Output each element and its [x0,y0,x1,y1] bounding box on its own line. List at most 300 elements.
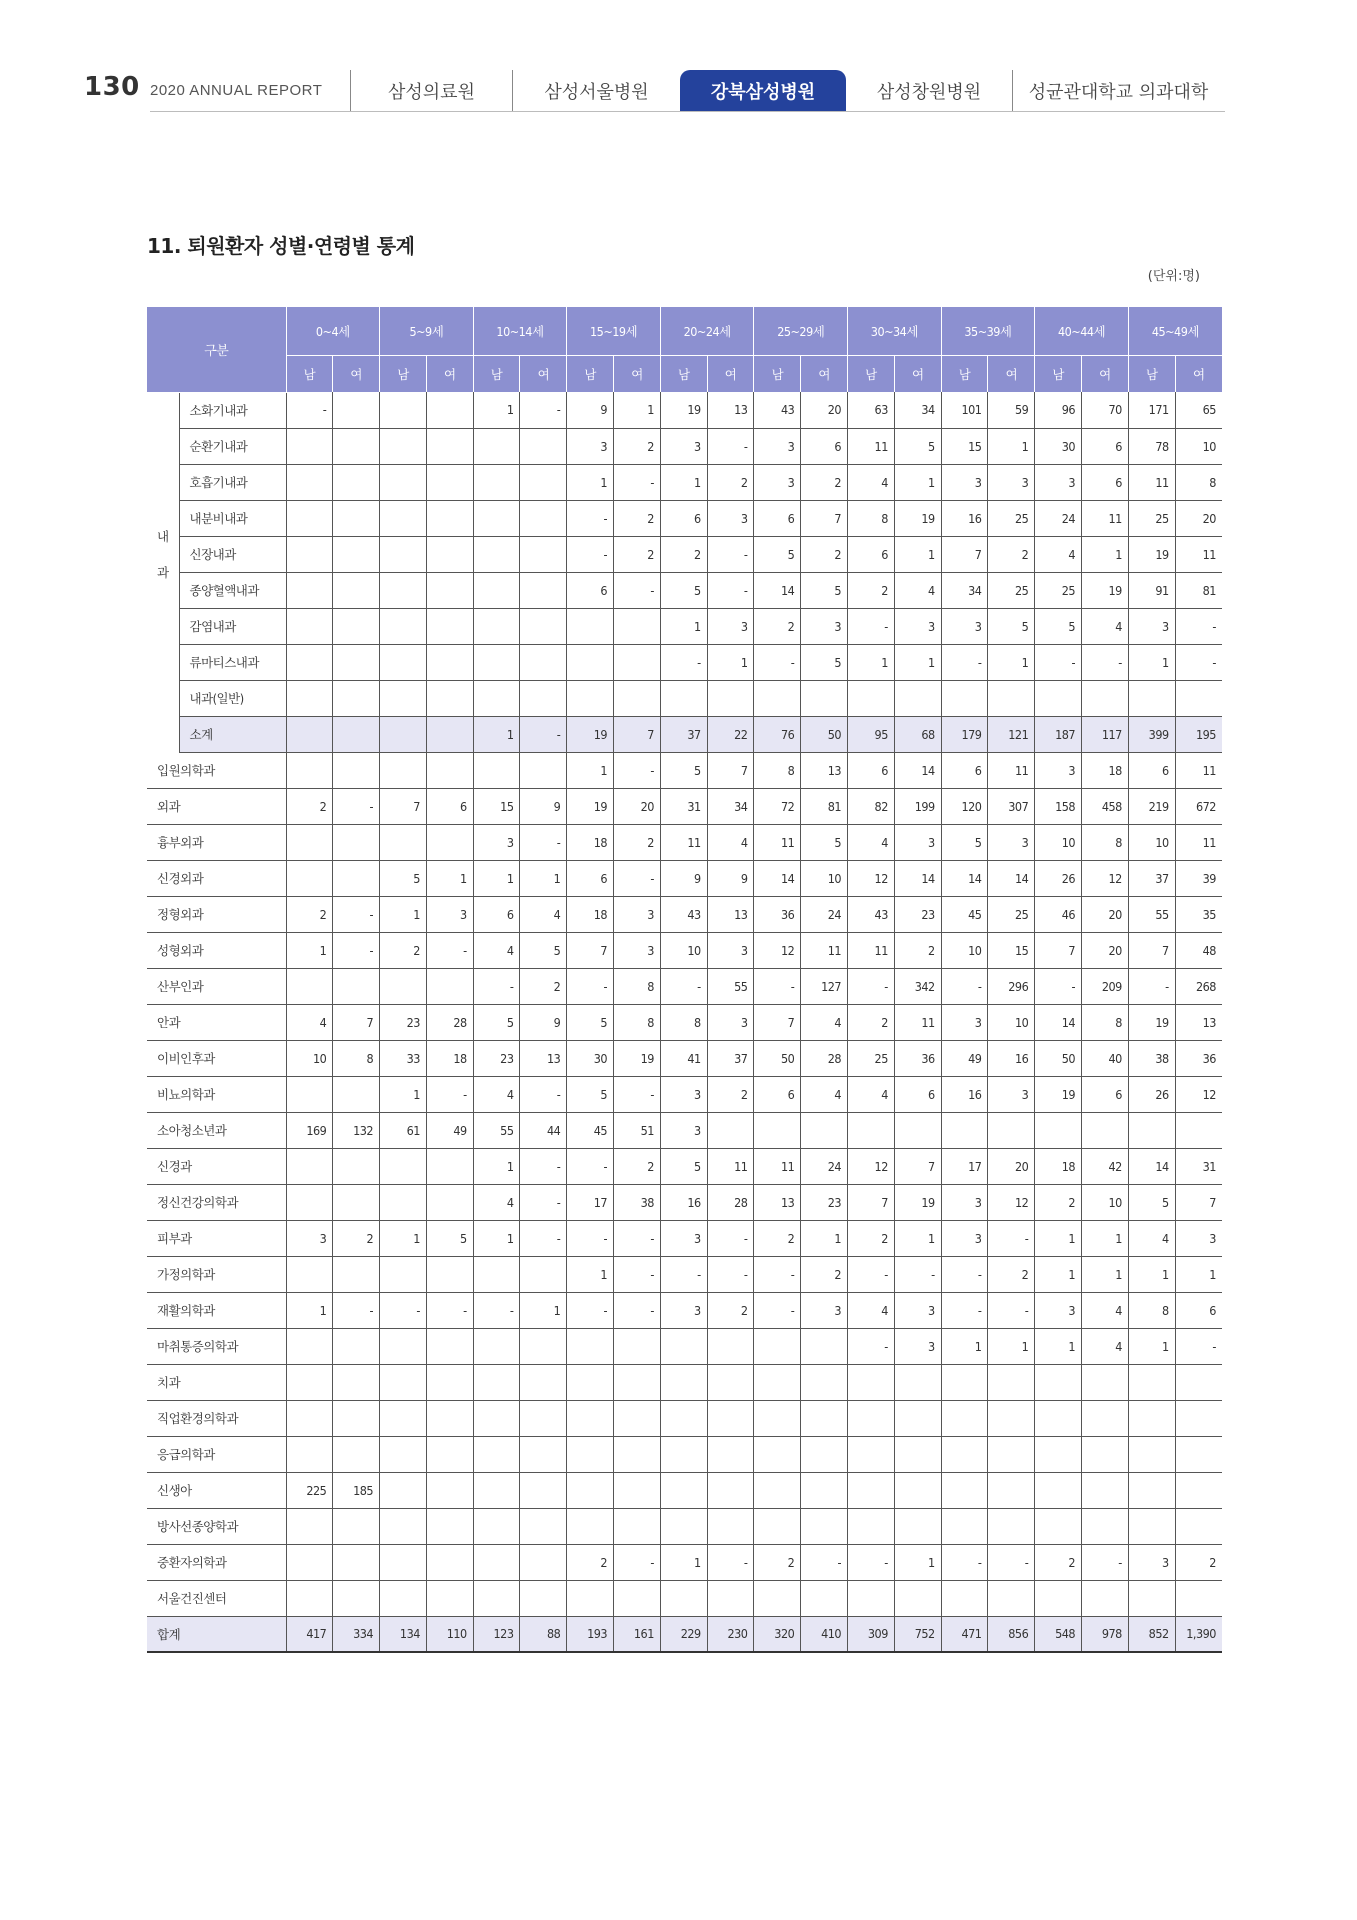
data-cell: 3 [754,464,801,500]
data-cell [426,536,473,572]
data-cell: 37 [1128,860,1175,896]
data-cell: 81 [801,788,848,824]
data-cell [380,536,427,572]
data-cell: 3 [1175,1220,1222,1256]
data-cell: 91 [1128,572,1175,608]
data-cell: 320 [754,1616,801,1652]
data-cell: 6 [894,1076,941,1112]
data-cell [1128,1364,1175,1400]
data-cell: 2 [614,500,661,536]
group-label-char: 내 [156,528,169,544]
data-cell: 14 [894,752,941,788]
data-cell [660,1472,707,1508]
data-cell: 3 [894,1292,941,1328]
data-cell [520,752,567,788]
data-cell [754,1364,801,1400]
data-cell: 8 [1175,464,1222,500]
data-cell: 6 [754,1076,801,1112]
data-cell: 72 [754,788,801,824]
data-cell [520,428,567,464]
data-cell: 199 [894,788,941,824]
tab-kangbuk-samsung-hospital[interactable]: 강북삼성병원 [680,70,846,112]
data-cell [1082,1508,1129,1544]
data-cell: - [520,1184,567,1220]
data-cell: 39 [1175,860,1222,896]
data-cell [426,1436,473,1472]
table-row [147,1076,1222,1112]
group-label-char: 과 [156,564,169,580]
data-cell: 5 [426,1220,473,1256]
data-cell: 14 [1035,1004,1082,1040]
data-cell [426,1148,473,1184]
data-cell: - [848,1328,895,1364]
data-cell: 123 [473,1616,520,1652]
male-header: 남 [286,356,333,393]
data-cell: 5 [520,932,567,968]
data-cell [894,1580,941,1616]
data-cell: 55 [473,1112,520,1148]
data-cell: 7 [848,1184,895,1220]
data-cell [333,716,380,752]
female-header: 여 [707,356,754,393]
data-cell: 43 [660,896,707,932]
data-cell: 1 [894,1544,941,1580]
age-group-header: 30~34세 [848,307,942,356]
data-cell [286,1076,333,1112]
data-cell: 19 [1128,1004,1175,1040]
data-cell: 1 [1128,644,1175,680]
data-cell: - [614,464,661,500]
table-row [147,896,1222,932]
data-cell [614,1364,661,1400]
data-cell: 978 [1082,1616,1129,1652]
data-cell: - [426,1076,473,1112]
data-cell [333,500,380,536]
data-cell [333,1544,380,1580]
table-row [147,1580,1222,1616]
data-cell [1175,1436,1222,1472]
data-cell [380,752,427,788]
data-cell [380,464,427,500]
data-cell [426,1508,473,1544]
data-cell: 10 [1128,824,1175,860]
data-cell: 3 [614,896,661,932]
data-cell [801,1580,848,1616]
data-cell: - [941,1544,988,1580]
data-cell: 4 [848,1292,895,1328]
data-cell [473,1256,520,1292]
data-cell: 101 [941,392,988,428]
data-cell: 5 [801,572,848,608]
data-cell: 2 [707,464,754,500]
data-cell: 11 [754,824,801,860]
data-cell: 5 [380,860,427,896]
row-label: 합계 [147,1616,286,1652]
data-cell [941,1364,988,1400]
data-cell: 158 [1035,788,1082,824]
data-cell [286,752,333,788]
data-cell [754,1580,801,1616]
data-cell: 65 [1175,392,1222,428]
data-cell: 19 [660,392,707,428]
data-cell: 1 [1035,1328,1082,1364]
data-cell: 14 [754,860,801,896]
data-cell [286,1184,333,1220]
data-cell: 1 [380,1220,427,1256]
tab-samsung-seoul-hospital[interactable]: 삼성서울병원 [512,70,680,112]
data-cell: 16 [660,1184,707,1220]
data-cell: 417 [286,1616,333,1652]
data-cell [848,1400,895,1436]
data-cell: 6 [567,572,614,608]
data-cell: 23 [801,1184,848,1220]
tab-samsung-medical-center[interactable]: 삼성의료원 [350,70,512,112]
unit-label: (단위:명) [1147,269,1200,284]
row-label: 방사선종양학과 [147,1508,286,1544]
data-cell [1128,1580,1175,1616]
data-cell: - [614,1544,661,1580]
data-cell: 1 [988,428,1035,464]
data-cell: - [520,716,567,752]
data-cell: - [754,644,801,680]
data-cell: 1 [1035,1220,1082,1256]
data-cell: 3 [941,1004,988,1040]
data-cell: 19 [894,1184,941,1220]
data-cell [473,1400,520,1436]
data-cell: 14 [1128,1148,1175,1184]
data-cell: 5 [754,536,801,572]
data-cell: 1 [286,1292,333,1328]
data-cell [1035,1472,1082,1508]
table-row [147,1256,1222,1292]
data-cell [380,1580,427,1616]
data-cell: 11 [1128,464,1175,500]
table-row [147,1472,1222,1508]
data-cell: 11 [894,1004,941,1040]
data-cell: 8 [1128,1292,1175,1328]
data-cell: - [894,1256,941,1292]
data-cell [1035,1508,1082,1544]
data-cell: 3 [801,1292,848,1328]
data-cell [286,824,333,860]
data-cell [848,1436,895,1472]
data-cell: - [614,752,661,788]
data-cell: 18 [567,824,614,860]
data-cell: 8 [614,1004,661,1040]
data-cell [754,1436,801,1472]
data-cell: 1 [567,752,614,788]
data-cell: 4 [1128,1220,1175,1256]
data-cell [286,1436,333,1472]
row-label: 안과 [147,1004,286,1040]
data-cell: 24 [1035,500,1082,536]
data-cell [707,1364,754,1400]
data-cell [426,500,473,536]
data-cell: 2 [988,536,1035,572]
data-cell: - [614,1220,661,1256]
row-label: 흉부외과 [147,824,286,860]
data-cell [473,1580,520,1616]
row-label: 직업환경의학과 [147,1400,286,1436]
data-cell: 61 [380,1112,427,1148]
table-row [147,1184,1222,1220]
data-cell: 33 [380,1040,427,1076]
discharge-stats-table [147,307,1222,1653]
male-header: 남 [941,356,988,393]
data-cell [894,680,941,716]
data-cell [333,1436,380,1472]
data-cell: 1 [520,860,567,896]
data-cell: 8 [660,1004,707,1040]
data-cell: 1 [1082,1220,1129,1256]
report-title: 2020 ANNUAL REPORT [150,82,323,99]
data-cell: 229 [660,1616,707,1652]
data-cell [520,1436,567,1472]
data-cell [941,1508,988,1544]
data-cell [567,1328,614,1364]
female-header: 여 [614,356,661,393]
table-row [147,1220,1222,1256]
data-cell: 7 [567,932,614,968]
data-cell [426,824,473,860]
table-row [147,1364,1222,1400]
data-cell [754,680,801,716]
data-cell: 20 [801,392,848,428]
data-cell: 3 [660,1292,707,1328]
data-cell: - [1082,1544,1129,1580]
data-cell [473,1364,520,1400]
data-cell: 20 [614,788,661,824]
data-cell: - [333,932,380,968]
data-cell [286,644,333,680]
data-cell: 2 [1035,1184,1082,1220]
data-cell: 30 [567,1040,614,1076]
data-cell [473,752,520,788]
data-cell: 1 [1035,1256,1082,1292]
data-cell [941,1400,988,1436]
data-cell [567,680,614,716]
table-row [147,1148,1222,1184]
table-row [147,1004,1222,1040]
data-cell [426,572,473,608]
data-cell: 171 [1128,392,1175,428]
data-cell [1035,1436,1082,1472]
data-cell: 4 [848,464,895,500]
data-cell: 161 [614,1616,661,1652]
data-cell [286,464,333,500]
data-cell: 127 [801,968,848,1004]
data-cell: 16 [941,500,988,536]
data-cell [426,1544,473,1580]
data-cell: 185 [333,1472,380,1508]
data-cell: 18 [426,1040,473,1076]
data-cell [473,608,520,644]
data-cell: 19 [567,788,614,824]
tab-skku-medical-school[interactable]: 성균관대학교 의과대학 [1012,70,1224,112]
data-cell [520,1580,567,1616]
data-cell: - [567,500,614,536]
data-cell: 9 [707,860,754,896]
table-row [147,392,1222,428]
data-cell [801,1472,848,1508]
data-cell: 4 [286,1004,333,1040]
data-cell: 4 [473,1076,520,1112]
data-cell [567,1436,614,1472]
data-cell [520,1508,567,1544]
table-row [147,572,1222,608]
data-cell [801,1400,848,1436]
data-cell [380,1364,427,1400]
data-cell [286,500,333,536]
data-cell: 49 [426,1112,473,1148]
data-cell [520,680,567,716]
data-cell [426,1184,473,1220]
data-cell [1082,1112,1129,1148]
data-cell: 3 [707,1004,754,1040]
data-cell: 17 [567,1184,614,1220]
data-cell: 2 [801,536,848,572]
data-cell [1082,1472,1129,1508]
female-header: 여 [520,356,567,393]
data-cell [754,1112,801,1148]
data-cell: 11 [988,752,1035,788]
table-row [147,680,1222,716]
data-cell: - [707,536,754,572]
data-cell: 752 [894,1616,941,1652]
row-label: 비뇨의학과 [147,1076,286,1112]
data-cell: - [848,968,895,1004]
data-cell: 43 [754,392,801,428]
row-label: 재활의학과 [147,1292,286,1328]
data-cell: - [473,968,520,1004]
data-cell: 5 [801,644,848,680]
row-label: 입원의학과 [147,752,286,788]
female-header: 여 [1082,356,1129,393]
data-cell [660,1364,707,1400]
data-cell: - [1128,968,1175,1004]
data-cell: 9 [520,788,567,824]
data-cell: 1 [660,1544,707,1580]
data-cell: 12 [754,932,801,968]
data-cell [988,1472,1035,1508]
data-cell: - [660,968,707,1004]
data-cell [754,1472,801,1508]
data-cell: - [707,1220,754,1256]
data-cell: 3 [988,1076,1035,1112]
data-cell [801,680,848,716]
age-group-header: 40~44세 [1035,307,1129,356]
data-cell: 76 [754,716,801,752]
data-cell: 471 [941,1616,988,1652]
data-cell: 1 [1175,1256,1222,1292]
data-cell [1082,680,1129,716]
data-cell: 219 [1128,788,1175,824]
data-cell [1082,1580,1129,1616]
data-cell: - [380,1292,427,1328]
data-cell: 4 [801,1004,848,1040]
data-cell [894,1400,941,1436]
data-cell: 2 [988,1256,1035,1292]
data-cell: 1 [660,608,707,644]
data-cell: 268 [1175,968,1222,1004]
data-cell: 8 [614,968,661,1004]
data-cell: 7 [801,500,848,536]
data-cell: 18 [1082,752,1129,788]
data-cell [473,644,520,680]
data-cell [333,392,380,428]
data-cell: 1 [473,392,520,428]
group-label-internal-medicine [147,392,179,752]
data-cell: - [707,572,754,608]
data-cell [894,1112,941,1148]
data-cell: 10 [1175,428,1222,464]
data-cell: 4 [1082,608,1129,644]
data-cell: 3 [1035,1292,1082,1328]
data-cell: - [567,536,614,572]
row-label: 응급의학과 [147,1436,286,1472]
data-cell: 20 [1082,932,1129,968]
data-cell: 2 [801,1256,848,1292]
male-header: 남 [473,356,520,393]
data-cell: - [941,968,988,1004]
table-row [147,968,1222,1004]
data-cell: 2 [754,1220,801,1256]
female-header: 여 [894,356,941,393]
data-cell: 9 [660,860,707,896]
data-cell [286,1256,333,1292]
data-cell [988,1400,1035,1436]
data-cell: 209 [1082,968,1129,1004]
data-cell [333,428,380,464]
data-cell [1128,1400,1175,1436]
data-cell: 6 [754,500,801,536]
data-cell: 19 [894,500,941,536]
female-header: 여 [801,356,848,393]
data-cell [567,1472,614,1508]
data-cell [473,1472,520,1508]
row-label: 소계 [179,716,286,752]
data-cell: 18 [1035,1148,1082,1184]
data-cell [380,572,427,608]
data-cell: - [848,608,895,644]
data-cell: 2 [1175,1544,1222,1580]
age-group-header: 0~4세 [286,307,380,356]
data-cell: 2 [848,1004,895,1040]
tab-samsung-changwon-hospital[interactable]: 삼성창원병원 [876,82,982,103]
data-cell: 25 [848,1040,895,1076]
data-cell: 44 [520,1112,567,1148]
data-cell: 50 [754,1040,801,1076]
data-cell [286,716,333,752]
data-cell [941,1580,988,1616]
age-group-header: 10~14세 [473,307,567,356]
data-cell [380,608,427,644]
data-cell: 17 [941,1148,988,1184]
data-cell [754,1508,801,1544]
data-cell [1035,1400,1082,1436]
data-cell: 88 [520,1616,567,1652]
data-cell: 334 [333,1616,380,1652]
data-cell: - [707,1256,754,1292]
female-header: 여 [1175,356,1222,393]
data-cell [894,1436,941,1472]
data-cell: 19 [1082,572,1129,608]
data-cell: 1 [473,860,520,896]
data-cell: 1 [1128,1328,1175,1364]
data-cell: 6 [426,788,473,824]
data-cell [660,1436,707,1472]
data-cell: - [333,1292,380,1328]
